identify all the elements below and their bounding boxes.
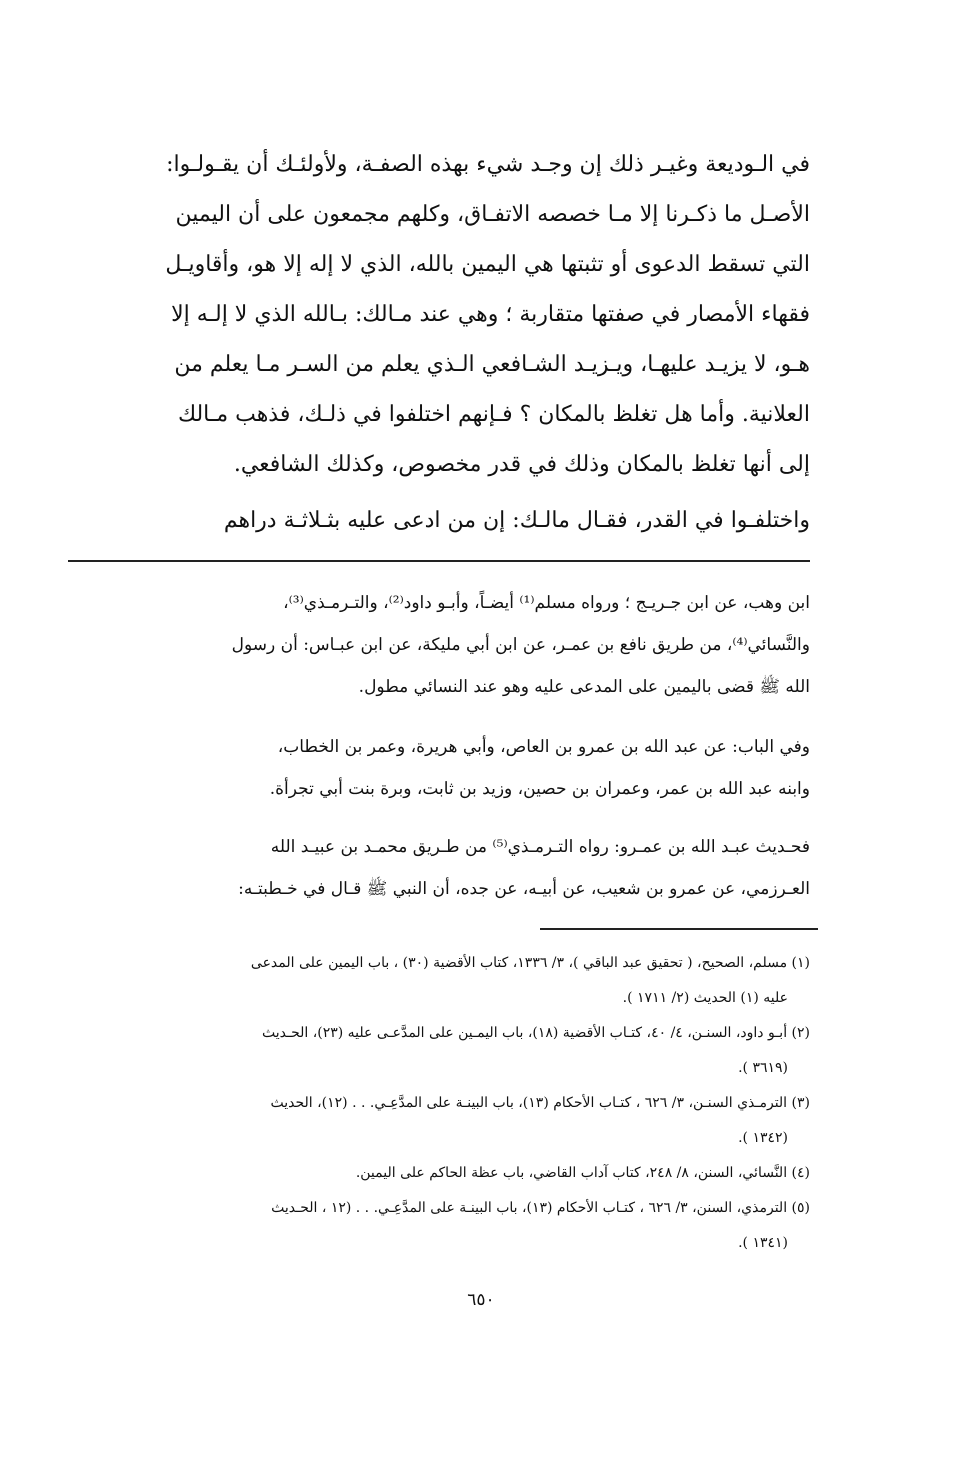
commentary-paragraph-1 (80, 582, 810, 708)
page-number: ٦٥٠ (467, 1290, 495, 1310)
footnote-3: (٣) الترمـذي السنـن، ٣/ ٦٢٦ ، كتـاب الأحكام (١٣)، باب البينـة على المدَّعِـي. . . (١٢)، الحديث (270, 1095, 810, 1111)
main-text-line: في الـوديعة وغيـر ذلك إن وجـد شيء بهذه الصفـة، ولأولئـك أن يقـولـوا: (166, 152, 810, 177)
main-text-line: هـو، لا يزيـد عليهـا، ويـزيـد الشـافعي الـذي يعلم من السـر مـا يعلم من (174, 352, 810, 377)
main-text-line: واختلفـوا في القدر، فقـال مالـك: إن من ادعى عليه بثـلاثـة دراهم (223, 508, 810, 533)
footnote-2: (٢) أبـو داود، السنـن، ٤/ ٤٠، كتـاب الأقضية (١٨)، باب اليمـين على المدَّعـى عليه (٢٣)، الحـديث (262, 1025, 810, 1041)
footnote-divider (540, 928, 818, 930)
footnote-4: (٤) النَّسائي، السنن، ٨/ ٢٤٨، كتاب آداب القاضي، باب عظة الحاكم على اليمين. (355, 1165, 810, 1181)
commentary-line: وفي الباب: عن عبد الله بن عمرو بن العاص، وأبي هريرة، وعمر بن الخطاب، (277, 737, 810, 757)
commentary-line: والنَّسائي⁽⁴⁾، من طريق نافع بن عمـر، عن ابن أبي مليكة، عن ابن عبـاس: أن رسول (231, 635, 810, 655)
commentary-line: الله ﷺ قضى باليمين على المدعى عليه وهو عند النسائي مطول. (358, 677, 810, 697)
main-text-line: التي تسقط الدعوى أو تثبتها هي اليمين بالله، الذي لا إله إلا هو، وأقاويـل (165, 252, 810, 277)
main-text-paragraph-2 (80, 496, 810, 546)
footnote-5-continuation: (١٣٤١ ). (738, 1235, 788, 1251)
footnote-5: (٥) الترمذي، السنن، ٣/ ٦٢٦ ، كتـاب الأحكام (١٣)، باب البينـة على المدَّعِـي. . . (١٢ ، الحـديث (271, 1200, 810, 1216)
main-text-line: العلانية. وأما هل تغلظ بالمكان ؟ فـإنهم اختلفوا في ذلـك، فذهب مـالك (177, 402, 810, 427)
main-text-paragraph-1 (80, 140, 810, 490)
commentary-line: ابن وهب، عن ابن جـريـج ؛ ورواه مسلم⁽¹⁾ أيضـاً، وأبـو داود⁽²⁾، والتـرمـذي⁽³⁾، (283, 593, 810, 613)
commentary-line: العـرزمي، عن عمرو بن شعيب، عن أبيـه، عن جده، أن النبي ﷺ قـال في خـطبتـه: (238, 879, 810, 899)
commentary-line: فحـديث عبـد الله بن عمـرو: رواه التـرمـذي⁽⁵⁾ من طـريق محمـد بن عبيـد الله (270, 837, 810, 857)
footnote-3-continuation: (١٣٤٢ ). (738, 1130, 788, 1146)
footnotes (80, 946, 810, 1261)
main-commentary-divider (68, 560, 810, 562)
main-text-line: إلى أنها تغلظ بالمكان وذلك في قدر مخصوص، وكذلك الشافعي. (233, 452, 810, 477)
commentary-line: وابنه عبد الله بن عمر، وعمران بن حصين، وزيد بن ثابت، وبرة بنت أبي تجرأة. (269, 779, 810, 799)
main-text-line: الأصـل ما ذكـرنا إلا مـا خصصه الاتفـاق، وكلهم مجمعون على أن اليمين (175, 202, 810, 227)
footnote-1-continuation: عليه (١) الحديث (٢/ ١٧١١ ). (622, 990, 788, 1006)
footnote-2-continuation: (٣٦١٩ ). (738, 1060, 788, 1076)
commentary-paragraph-3 (80, 826, 810, 910)
footnote-1: (١) مسلم، الصحيح، ( تحقيق عبد الباقي )، ٣/ ١٣٣٦، كتاب الأقضية (٣٠) ، باب اليمين على المدعى (250, 955, 810, 971)
commentary-paragraph-2 (80, 726, 810, 810)
main-text-line: فقهاء الأمصار في صفتها متقاربة ؛ وهي عند مـالك: بـالله الذي لا إلـه إلا (171, 302, 810, 327)
